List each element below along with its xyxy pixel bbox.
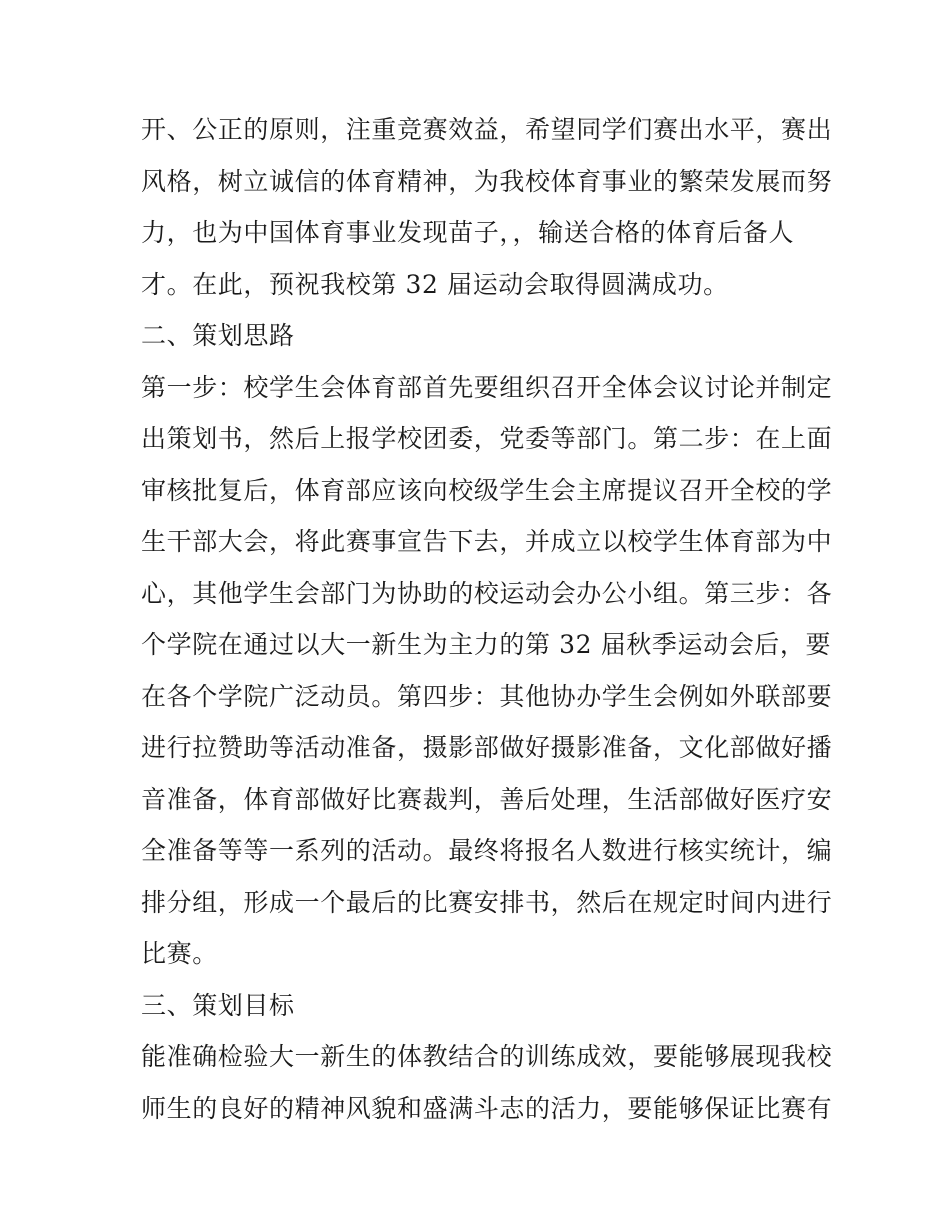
text-line: 师生的良好的精神风貌和盛满斗志的活力，要能够保证比赛有 xyxy=(141,1093,833,1123)
text-line: 排分组，形成一个最后的比赛安排书，然后在规定时间内进行 xyxy=(141,887,833,917)
text-line: 审核批复后，体育部应该向校级学生会主席提议召开全校的学 xyxy=(141,475,833,505)
text-line: 出策划书，然后上报学校团委，党委等部门。第二步：在上面 xyxy=(141,424,833,453)
text-line: 开、公正的原则，注重竞赛效益，希望同学们赛出水平，赛出 xyxy=(141,115,833,144)
section-heading-planning-goals: 三、策划目标 xyxy=(141,990,295,1020)
text-line: 生干部大会，将此赛事宣告下去，并成立以校学生体育部为中 xyxy=(141,527,833,556)
text-line: 个学院在通过以大一新生为主力的第 32 届秋季运动会后，要 xyxy=(141,630,832,659)
text-line: 第一步：校学生会体育部首先要组织召开全体会议讨论并制定 xyxy=(141,372,833,402)
text-line: 比赛。 xyxy=(141,939,218,968)
text-line: 全准备等等一系列的活动。最终将报名人数进行核实统计，编 xyxy=(141,836,833,865)
text-line: 心，其他学生会部门为协助的校运动会办公小组。第三步：各 xyxy=(141,578,833,608)
text-line: 才。在此，预祝我校第 32 届运动会取得圆满成功。 xyxy=(141,269,729,299)
section-heading-planning-ideas: 二、策划思路 xyxy=(141,321,295,350)
text-line: 在各个学院广泛动员。第四步：其他协办学生会例如外联部要 xyxy=(141,681,833,711)
text-line: 风格，树立诚信的体育精神，为我校体育事业的繁荣发展而努 xyxy=(141,166,833,196)
body-text xyxy=(141,104,833,1134)
text-line: 音准备，体育部做好比赛裁判，善后处理，生活部做好医疗安 xyxy=(141,784,833,814)
text-line: 进行拉赞助等活动准备，摄影部做好摄影准备，文化部做好播 xyxy=(141,733,833,762)
text-line: 能准确检验大一新生的体教结合的训练成效，要能够展现我校 xyxy=(141,1042,833,1071)
text-line: 力，也为中国体育事业发现苗子，，输送合格的体育后备人 xyxy=(141,218,795,247)
